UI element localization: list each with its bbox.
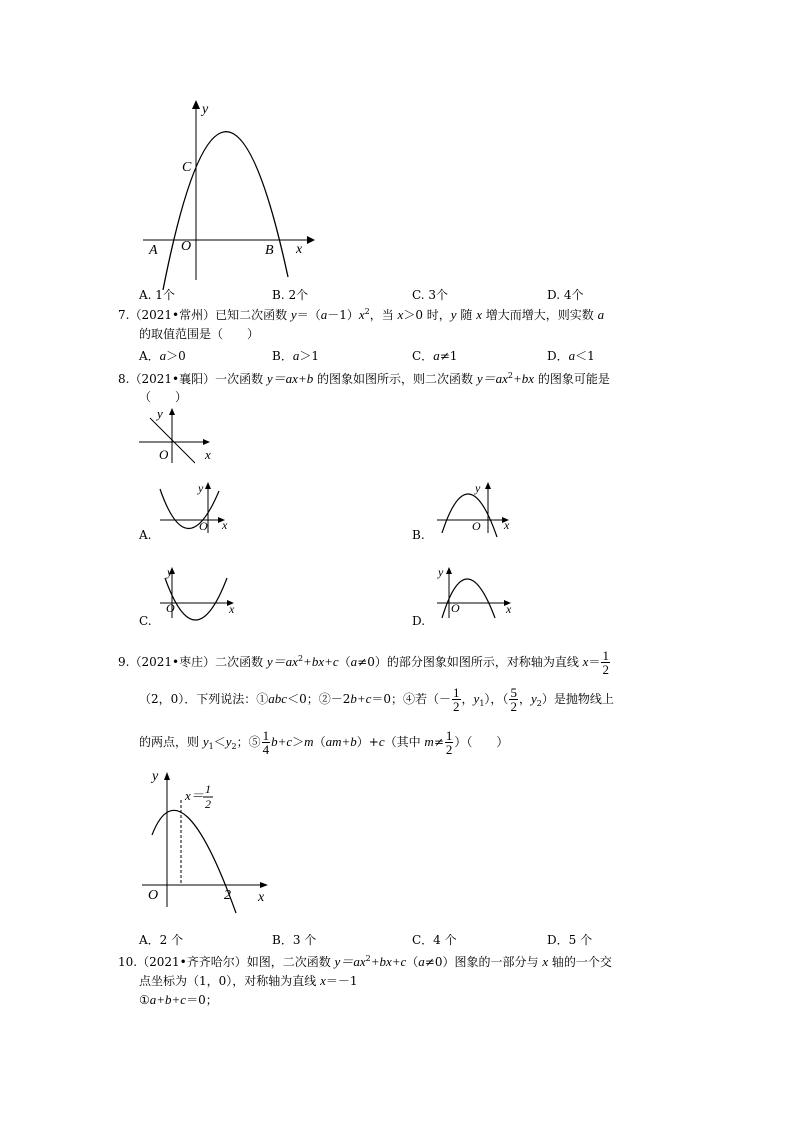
- fraction-one-quarter: $\frac{1}{4}$: [262, 728, 270, 757]
- label-O: O: [199, 519, 208, 533]
- label-x: x: [222, 518, 228, 532]
- q8-option-c-figure[interactable]: [155, 562, 240, 622]
- q10-stem-line1: 10.（2021•齐齐哈尔）如图，二次函数 $y=ax^2+bx+c(a\ne 0)$图象的一部分与 x 轴的一个交: [118, 954, 612, 969]
- y-axis-arrow: [169, 408, 175, 415]
- q9-option-d[interactable]: D．5 个: [547, 933, 593, 947]
- y-axis-arrow: [485, 482, 491, 489]
- q8-option-b-figure[interactable]: [432, 477, 517, 542]
- label-O: O: [166, 601, 175, 615]
- parabola-curve: [163, 132, 288, 290]
- fraction-one-half-b: $\frac{1}{2}$: [453, 685, 460, 714]
- q9-stem-line2: （2，0）．下列说法：①abc＜0；②－2b+c＝0；④若（－ $\frac{1}{2}$ ，$y_1$），（ $\frac{5}{2}$ ，$y_2$）是抛物线上: [139, 685, 614, 714]
- label-O: O: [159, 447, 169, 462]
- q8-option-b-label[interactable]: B.: [412, 528, 425, 542]
- q7-option-d[interactable]: D．a＜1: [547, 348, 595, 363]
- fraction-one-half: $\frac{1}{2}$: [602, 648, 609, 677]
- parabola-curve: [442, 579, 495, 618]
- q9-option-a[interactable]: A．2 个: [139, 933, 184, 947]
- q6-option-b[interactable]: B. 2个: [272, 288, 309, 302]
- q8-option-d-label[interactable]: D.: [412, 614, 426, 628]
- label-x: x: [229, 602, 235, 616]
- q6-option-c[interactable]: C. 3个: [412, 288, 449, 302]
- q8-stem-line1: 8.（2021•襄阳）一次函数 y＝ax+b 的图象如图所示，则二次函数 $y=ax^2+bx$ 的图象可能是: [118, 371, 610, 386]
- label-half-num: 1: [205, 782, 211, 796]
- q8-stem-line2: （ ）: [139, 390, 188, 404]
- y-axis-arrow: [205, 482, 211, 489]
- label-O: O: [451, 601, 460, 615]
- label-y: y: [198, 481, 204, 495]
- label-x: x: [205, 447, 211, 462]
- q8-option-a-label[interactable]: A.: [139, 528, 152, 542]
- label-O: O: [148, 888, 159, 903]
- q7-option-c[interactable]: C．a≠1: [412, 348, 458, 363]
- y-axis-arrow: [164, 772, 170, 780]
- q10-statement-1: ①a+b+c＝0；: [139, 992, 218, 1007]
- q10-stem-line2: 点坐标为（1，0），对称轴为直线 x＝－1: [139, 973, 358, 988]
- label-y: y: [152, 769, 159, 784]
- label-y: y: [438, 565, 444, 579]
- label-A: A: [149, 243, 158, 258]
- q9-stem-line1: 9.（2021•枣庄）二次函数 $y=ax^2+bx+c(a\ne 0)$的部分图象如图所示，对称轴为直线 x＝ $\frac{1}{2}$: [118, 648, 609, 677]
- x-axis-arrow: [307, 236, 315, 244]
- q6-option-d[interactable]: D. 4个: [547, 288, 584, 302]
- q8-option-a-figure[interactable]: [155, 477, 235, 537]
- q6-parabola-figure: [135, 95, 320, 290]
- x-axis-arrow: [260, 882, 268, 888]
- y-axis-arrow: [446, 567, 452, 574]
- q8-option-d-figure[interactable]: [432, 562, 517, 622]
- q7-stem-line1: 7.（2021•常州）已知二次函数 $y=(a-1)x^2$，当 x＞0 时，y 随 x 增大而增大，则实数 a: [118, 307, 605, 322]
- parabola-curve: [442, 494, 497, 537]
- label-x: x: [504, 518, 510, 532]
- label-y: y: [475, 481, 481, 495]
- q9-stem-line3: 的两点，则 $y_1<y_2$；⑤ $\frac{1}{4}$ b+c＞m（am+b）+c（其中 m≠ $\frac{1}{2}$ ）（ ）: [139, 728, 509, 757]
- q7-option-b[interactable]: B．a＞1: [272, 348, 319, 363]
- q9-parabola-figure: [140, 765, 280, 915]
- fraction-five-halves: $\frac{5}{2}$: [510, 685, 517, 714]
- q9-option-c[interactable]: C．4 个: [412, 933, 457, 947]
- label-x: x: [506, 602, 512, 616]
- q8-line-figure: [135, 405, 225, 465]
- q8-option-c-label[interactable]: C.: [139, 614, 152, 628]
- fraction-one-half-c: $\frac{1}{2}$: [445, 728, 453, 757]
- q9-option-b[interactable]: B．3 个: [272, 933, 317, 947]
- y-axis-arrow: [192, 100, 200, 109]
- label-y: y: [157, 406, 163, 421]
- label-x-equals: x＝: [185, 788, 204, 803]
- parabola-curve: [160, 489, 219, 529]
- x-axis-arrow: [203, 439, 210, 445]
- q7-stem-line2: 的取值范围是（ ）: [139, 327, 260, 341]
- label-y: y: [167, 565, 173, 579]
- label-O: O: [181, 239, 192, 254]
- q6-option-a[interactable]: A. 1个: [139, 288, 175, 302]
- q7-option-a[interactable]: A．a＞0: [139, 348, 186, 363]
- label-x: x: [258, 890, 265, 905]
- label-C: C: [182, 160, 192, 175]
- label-O: O: [472, 519, 481, 533]
- label-half-den: 2: [205, 797, 211, 811]
- label-B: B: [265, 243, 274, 258]
- label-two: 2: [224, 888, 231, 903]
- label-y: y: [202, 102, 209, 117]
- label-x: x: [296, 242, 303, 257]
